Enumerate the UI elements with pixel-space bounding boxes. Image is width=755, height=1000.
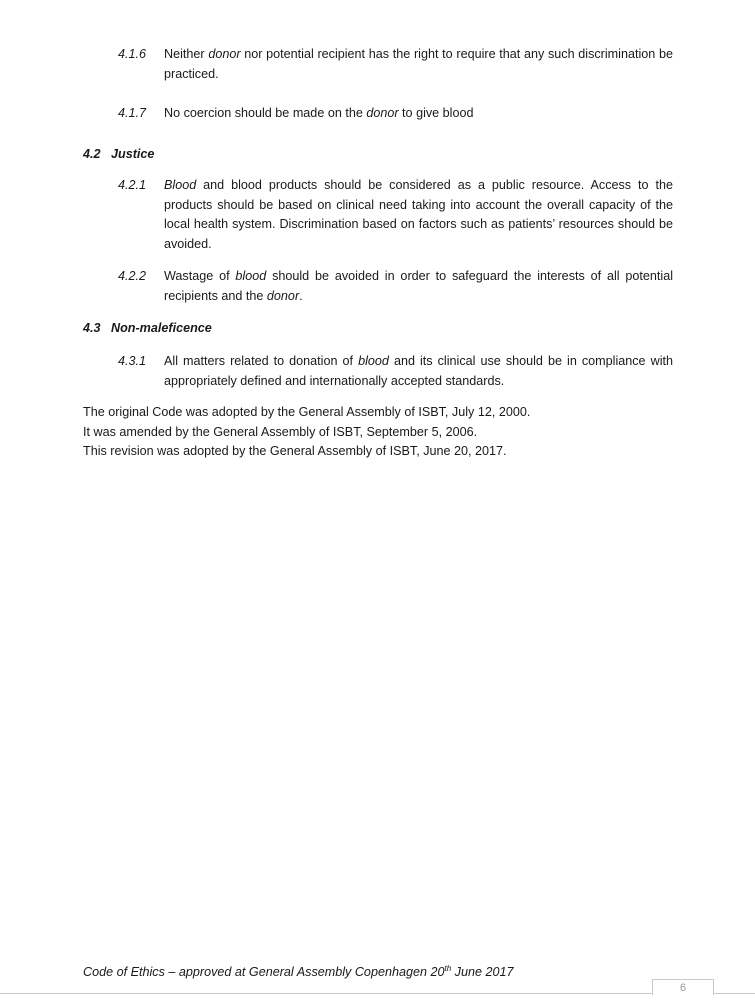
- emphasis-term: donor: [366, 106, 399, 120]
- text-run: No coercion should be made on the: [164, 106, 367, 120]
- footer-superscript: th: [444, 963, 452, 973]
- clause-4-2-1: [118, 176, 673, 254]
- section-number: 4.3: [83, 321, 101, 335]
- clause-text: [164, 45, 673, 84]
- text-run: nor potential recipient has the right to require that any such discrimination be practiced.: [164, 47, 673, 81]
- history-line: The original Code was adopted by the General Assembly of ISBT, July 12, 2000.: [83, 405, 531, 419]
- section-title: Non-maleficence: [111, 321, 212, 335]
- clause-4-1-6: [118, 45, 673, 84]
- text-run: .: [299, 288, 303, 303]
- section-number: 4.2: [83, 147, 101, 161]
- emphasis-term: donor: [208, 47, 241, 61]
- clause-number: 4.2.1: [118, 178, 147, 192]
- clause-text: [164, 352, 673, 391]
- text-run: All matters related to donation of: [164, 354, 359, 368]
- emphasis-term: donor: [266, 288, 300, 303]
- clause-text: [164, 176, 673, 254]
- emphasis-term: blood: [358, 354, 389, 368]
- text-run: and its clinical use should be in compliance with appropriately defined and internationally accepted standards.: [164, 354, 674, 388]
- footer-divider: [0, 993, 755, 994]
- history-line: It was amended by the General Assembly of ISBT, September 5, 2006.: [83, 424, 478, 439]
- history-line: This revision was adopted by the General Assembly of ISBT, June 20, 2017.: [83, 444, 507, 458]
- adoption-history: [83, 403, 530, 462]
- text-run: should be avoided in order to safeguard the interests of all potential recipients and the: [164, 269, 673, 303]
- footer-text-run: June 2017: [451, 965, 514, 979]
- footer-text: [83, 963, 513, 982]
- section-heading-justice: [83, 145, 154, 164]
- text-run: Wastage of: [164, 269, 236, 283]
- emphasis-term: Blood: [164, 178, 197, 192]
- footer-text-run: Code of Ethics – approved at General Assembly Copenhagen 20: [83, 965, 445, 979]
- clause-4-2-2: [118, 267, 673, 306]
- clause-number: 4.3.1: [118, 354, 147, 368]
- text-run: to give blood: [398, 106, 474, 120]
- text-run: Neither: [164, 47, 209, 61]
- section-title: Justice: [111, 147, 155, 161]
- clause-4-3-1: [118, 352, 673, 391]
- clause-4-1-7: [118, 104, 673, 124]
- clause-text: [164, 267, 673, 306]
- emphasis-term: blood: [235, 269, 267, 283]
- clause-text: [164, 104, 673, 124]
- section-heading-non-maleficence: [83, 319, 212, 338]
- clause-number: 4.2.2: [118, 269, 147, 283]
- text-run: and blood products should be considered as a public resource. Access to the products should be based on clinical need taking into account the overall capacity of the local health system. Discrimination based on factors such as patients’ resources should be avoided.: [164, 178, 673, 251]
- page-number: 6: [652, 979, 714, 995]
- clause-number: 4.1.6: [118, 47, 147, 61]
- clause-number: 4.1.7: [118, 106, 147, 120]
